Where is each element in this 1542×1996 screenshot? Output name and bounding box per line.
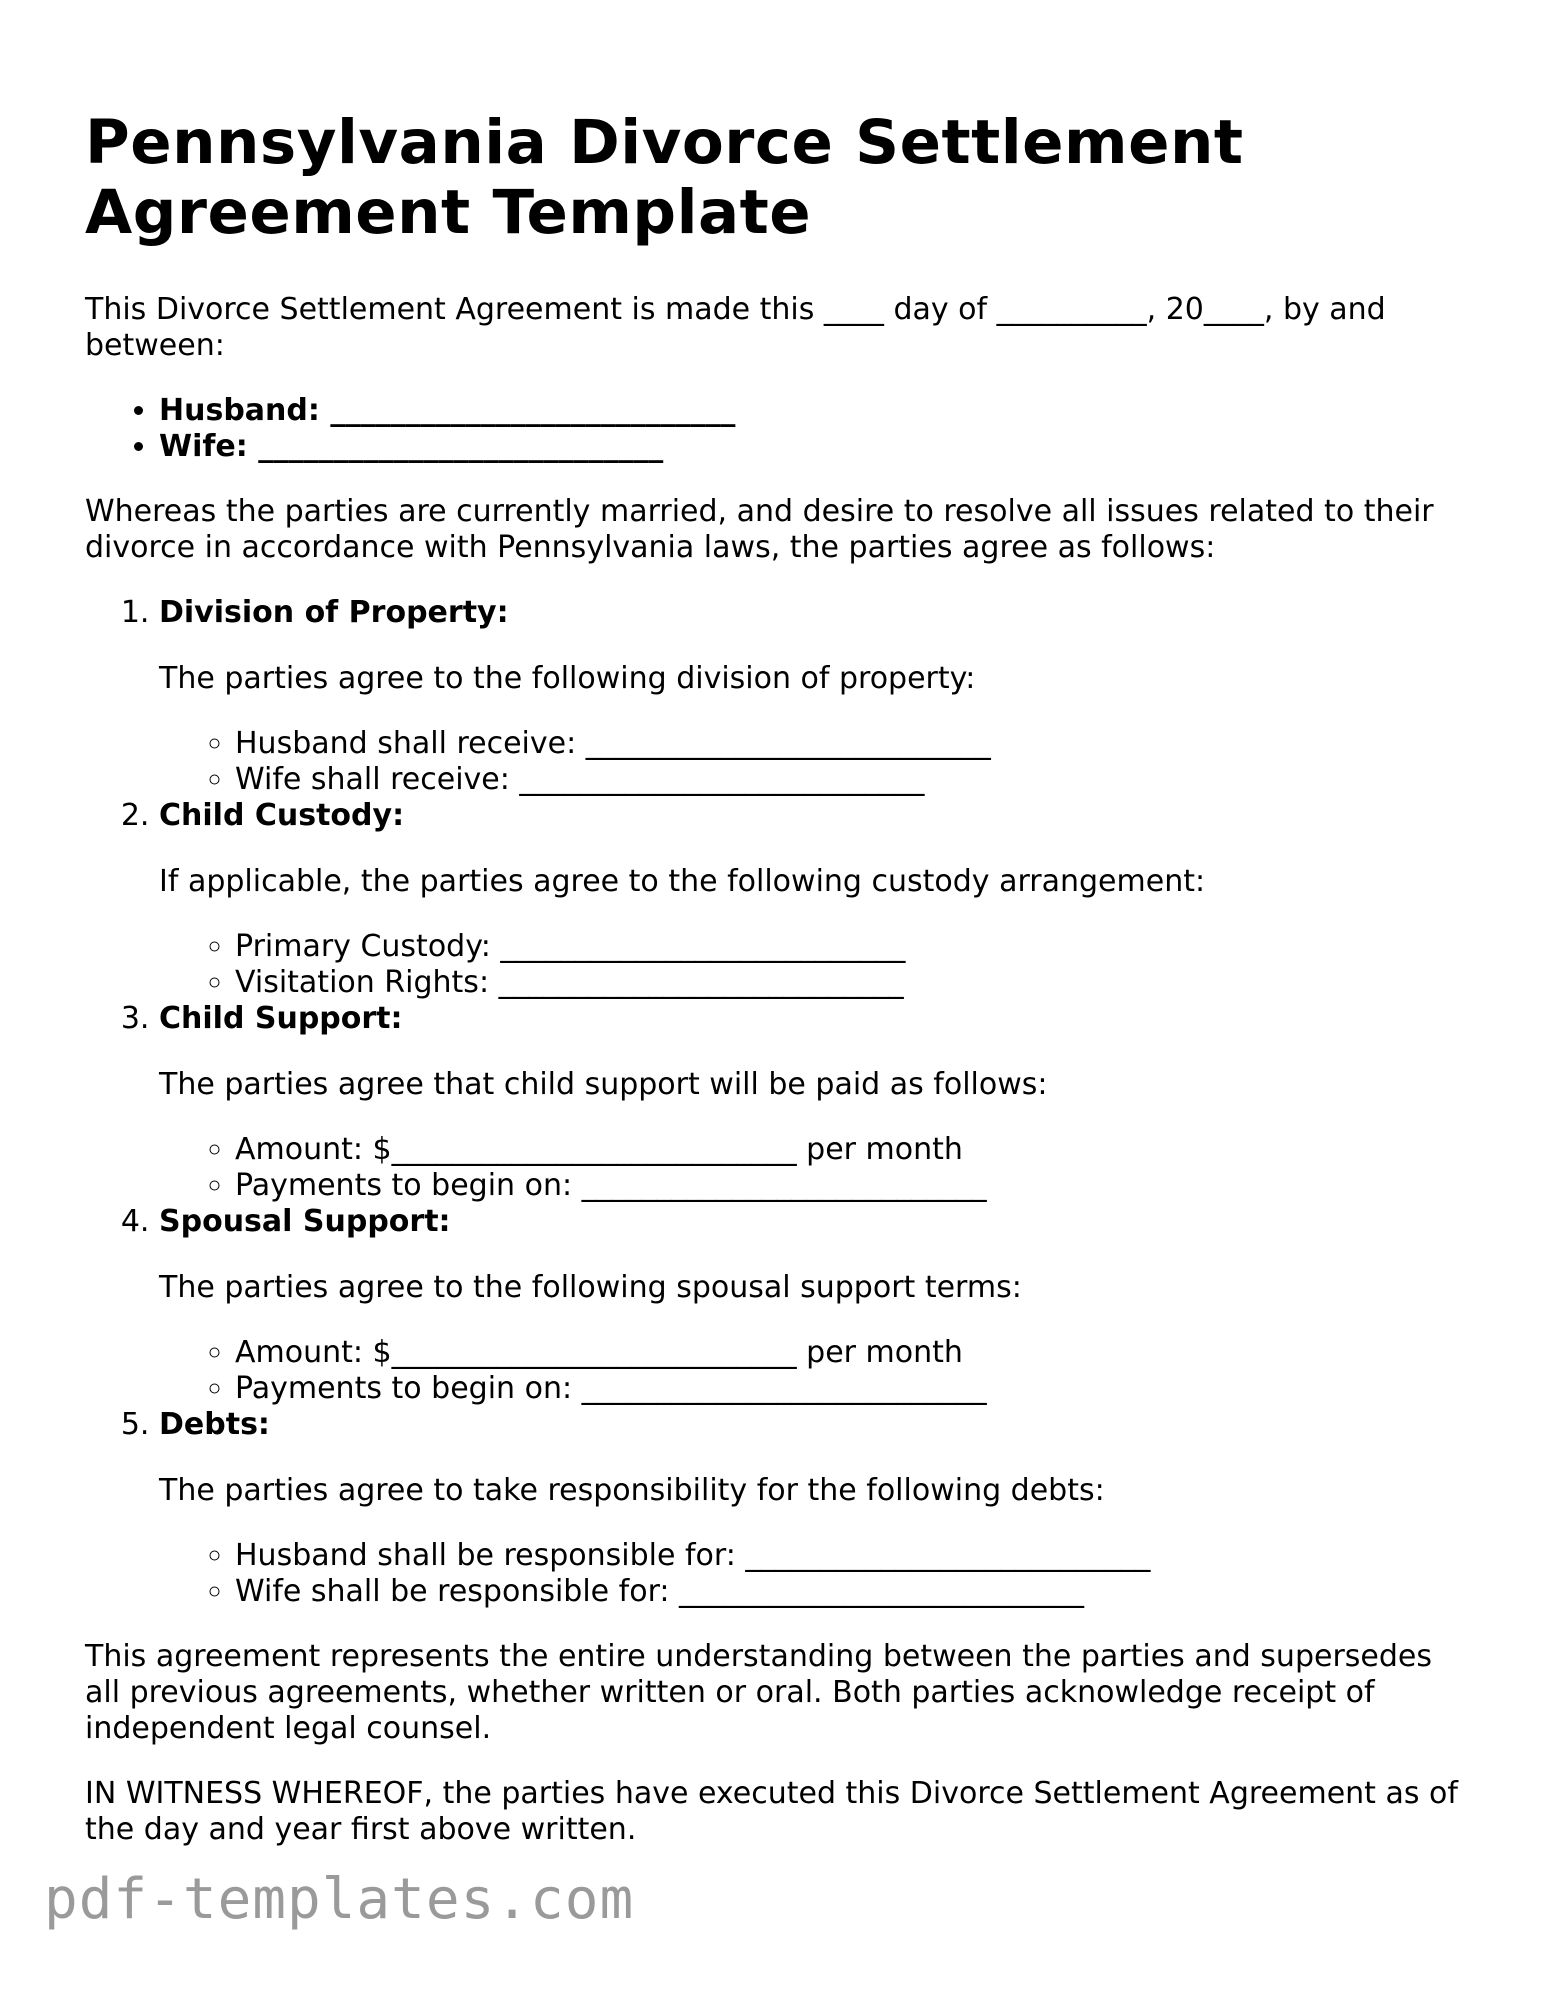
list-item: ◦ Husband shall receive: ___________________________: [235, 726, 1465, 762]
party-husband: • Husband: ___________________________: [159, 393, 1465, 429]
list-item: ◦ Payments to begin on: ___________________________: [235, 1371, 1465, 1407]
list-item: ◦ Amount: $___________________________ per month: [235, 1335, 1465, 1371]
title-line-1: Pennsylvania Divorce Settlement: [85, 107, 1244, 178]
whereas-paragraph: Whereas the parties are currently married, and desire to resolve all issues related to their divorce in accordance with Pennsylvania laws, the parties agree as follows:: [85, 494, 1434, 565]
section-division-of-property: [159, 595, 1465, 798]
section-items: [159, 726, 1465, 798]
closing-paragraph-1: This agreement represents the entire understanding between the parties and supersedes all previous agreements, whether written or oral. Both parties acknowledge receipt of independent legal counsel.: [85, 1639, 1432, 1746]
section-text: The parties agree to the following division of property:: [159, 661, 976, 696]
title-line-2: Agreement Template: [85, 177, 812, 248]
party-wife: • Wife: ___________________________: [159, 429, 1465, 465]
section-items: [159, 929, 1465, 1001]
section-items: [159, 1132, 1465, 1204]
section-child-custody: [159, 798, 1465, 1001]
list-item: ◦ Payments to begin on: ___________________________: [235, 1168, 1465, 1204]
section-items: [159, 1335, 1465, 1407]
parties-list: [85, 393, 1465, 465]
section-title: 1. Division of Property:: [159, 595, 509, 630]
section-text: The parties agree to the following spousal support terms:: [159, 1270, 1022, 1305]
closing-paragraph-2: IN WITNESS WHEREOF, the parties have executed this Divorce Settlement Agreement as of the day and year first above written.: [85, 1776, 1458, 1847]
section-text: If applicable, the parties agree to the following custody arrangement:: [159, 864, 1206, 899]
intro-paragraph: This Divorce Settlement Agreement is made this ____ day of __________, 20____, by and between:: [85, 292, 1386, 363]
section-title: 2. Child Custody:: [159, 798, 405, 833]
section-title: 4. Spousal Support:: [159, 1204, 451, 1239]
page-title: [85, 108, 1465, 248]
section-items: [159, 1538, 1465, 1610]
document-page: [85, 108, 1465, 1848]
list-item: ◦ Wife shall be responsible for: ___________________________: [235, 1574, 1465, 1610]
section-debts: [159, 1407, 1465, 1610]
list-item: ◦ Husband shall be responsible for: ___________________________: [235, 1538, 1465, 1574]
section-title: 3. Child Support:: [159, 1001, 403, 1036]
watermark: pdf-templates.com: [44, 1867, 635, 1932]
section-spousal-support: [159, 1204, 1465, 1407]
list-item: ◦ Amount: $___________________________ per month: [235, 1132, 1465, 1168]
list-item: ◦ Wife shall receive: ___________________________: [235, 762, 1465, 798]
list-item: ◦ Primary Custody: ___________________________: [235, 929, 1465, 965]
sections-list: [85, 595, 1465, 1610]
section-text: The parties agree to take responsibility for the following debts:: [159, 1473, 1105, 1508]
section-text: The parties agree that child support will be paid as follows:: [159, 1067, 1048, 1102]
section-child-support: [159, 1001, 1465, 1204]
section-title: 5. Debts:: [159, 1407, 270, 1442]
list-item: ◦ Visitation Rights: ___________________________: [235, 965, 1465, 1001]
